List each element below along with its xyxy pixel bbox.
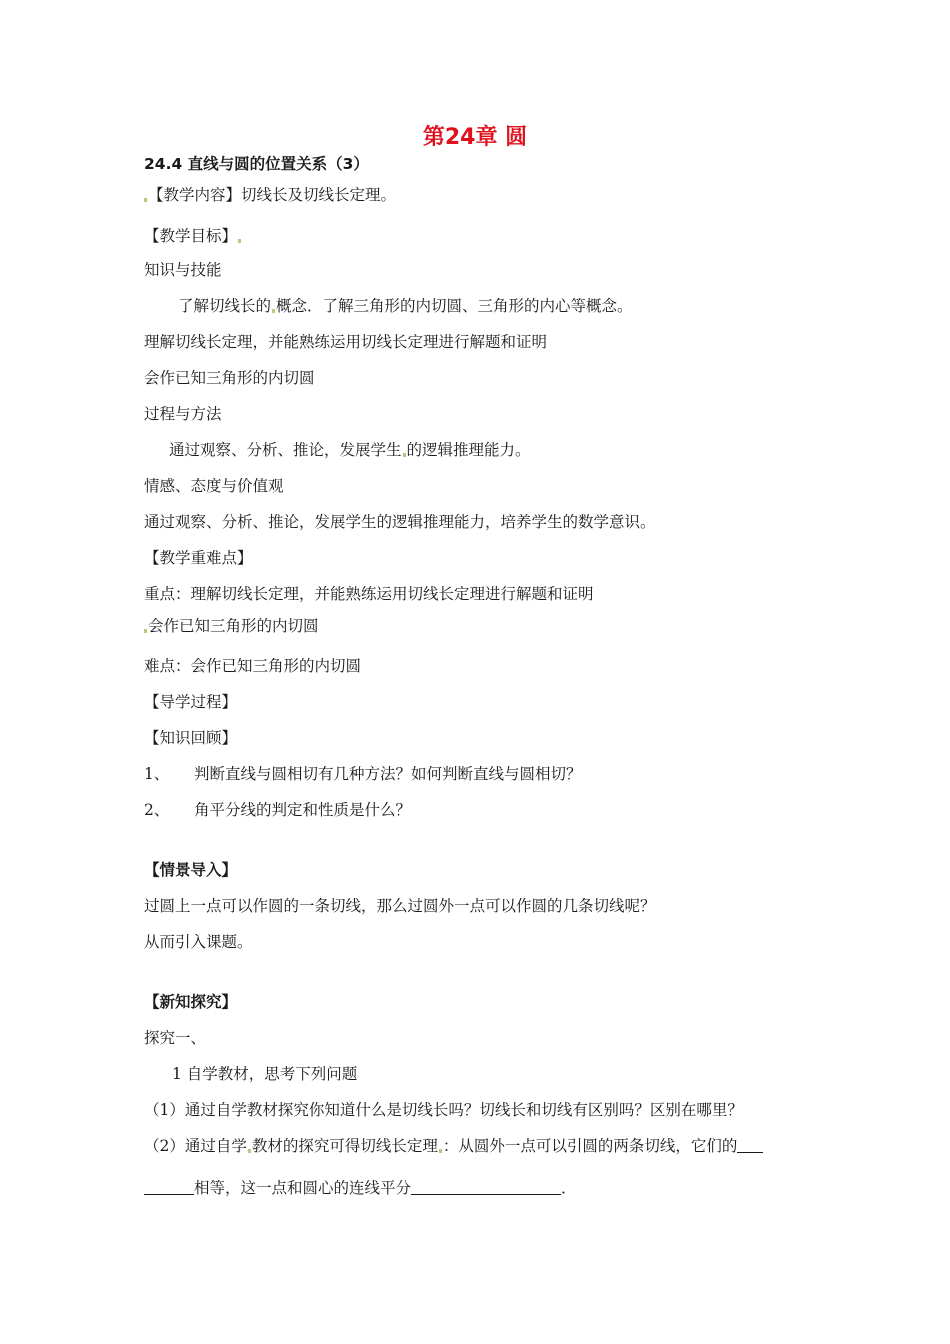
answer-blank[interactable] [737, 1138, 763, 1153]
q2-part-c: ：从圆外一点可以引圆的两条切线，它们的 [442, 1137, 738, 1155]
q2-part-d: 相等，这一点和圆心的连线平分 [194, 1179, 412, 1197]
chapter-title: 第24章 圆 [422, 125, 528, 150]
teaching-goal-label: 【教学目标】 [144, 227, 238, 245]
question-2-line-1 [144, 1136, 763, 1156]
question-2-line-2 [144, 1178, 577, 1198]
answer-blank[interactable] [411, 1180, 561, 1195]
edit-mark [403, 453, 406, 457]
review-item-text: 角平分线的判定和性质是什么？ [194, 801, 412, 819]
scene-intro-heading: 【情景导入】 [144, 861, 238, 879]
scene-intro-line-1: 过圆上一点可以作圆的一条切线，那么过圆外一点可以作圆的几条切线呢？ [144, 897, 656, 915]
ks-line1-part-a: 了解切线长的 [178, 297, 272, 315]
pm-line-part-a: 通过观察、分析、推论，发展学生 [169, 441, 402, 459]
pm-line-part-b: 的逻辑推理能力。 [406, 441, 531, 459]
process-method-heading: 过程与方法 [144, 405, 222, 423]
edit-mark [238, 239, 241, 243]
review-item [144, 800, 411, 820]
edit-mark [144, 198, 147, 202]
ks-line1-part-b: 概念．了解三角形的内切圆、三角形的内心等概念。 [276, 297, 633, 315]
key-point-line: 重点：理解切线长定理，并能熟练运用切线长定理进行解题和证明 [144, 585, 594, 603]
process-method-line [169, 440, 531, 460]
key-point-line-2 [143, 616, 319, 636]
knowledge-review-heading: 【知识回顾】 [144, 729, 238, 747]
key-difficult-heading: 【教学重难点】 [144, 549, 253, 567]
section-heading: 24.4 直线与圆的位置关系（3） [144, 155, 369, 173]
knowledge-skill-line-2: 理解切线长定理，并能熟练运用切线长定理进行解题和证明 [144, 333, 548, 351]
emotion-heading: 情感、态度与价值观 [144, 477, 284, 495]
new-knowledge-heading: 【新知探究】 [144, 993, 238, 1011]
guide-process-heading: 【导学过程】 [144, 693, 238, 711]
edit-mark [144, 629, 147, 633]
explore-one-label: 探究一、 [144, 1029, 207, 1047]
question-1: （1）通过自学教材探究你知道什么是切线长吗？切线长和切线有区别吗？区别在哪里？ [144, 1101, 743, 1119]
emotion-line: 通过观察、分析、推论，发展学生的逻辑推理能力，培养学生的数学意识。 [144, 513, 656, 531]
key-line2-text: 会作已知三角形的内切圆 [148, 617, 319, 635]
edit-mark [272, 309, 275, 313]
knowledge-skill-line-1 [178, 296, 633, 316]
review-item-number: 1、 [144, 765, 170, 783]
teaching-content-text: 切线长及切线长定理。 [241, 186, 397, 204]
review-item [144, 764, 582, 784]
teaching-content-line [143, 185, 396, 205]
review-item-text: 判断直线与圆相切有几种方法？如何判断直线与圆相切？ [194, 765, 582, 783]
difficult-point-line: 难点：会作已知三角形的内切圆 [144, 657, 362, 675]
knowledge-skill-line-3: 会作已知三角形的内切圆 [144, 369, 315, 387]
q2-end-mark: ． [561, 1179, 577, 1197]
teaching-goal-heading [144, 226, 242, 246]
explore-task-line: 1 自学教材，思考下列问题 [172, 1065, 358, 1083]
q2-part-b: 教材的探究可得切线长定理 [251, 1137, 438, 1155]
teaching-content-label: 【教学内容】 [148, 186, 242, 204]
scene-intro-line-2: 从而引入课题。 [144, 933, 253, 951]
edit-mark [439, 1149, 442, 1153]
edit-mark [248, 1149, 251, 1153]
review-item-number: 2、 [144, 801, 170, 819]
answer-blank[interactable] [144, 1180, 194, 1195]
q2-part-a: （2）通过自学 [144, 1137, 247, 1155]
knowledge-skill-heading: 知识与技能 [144, 261, 222, 279]
